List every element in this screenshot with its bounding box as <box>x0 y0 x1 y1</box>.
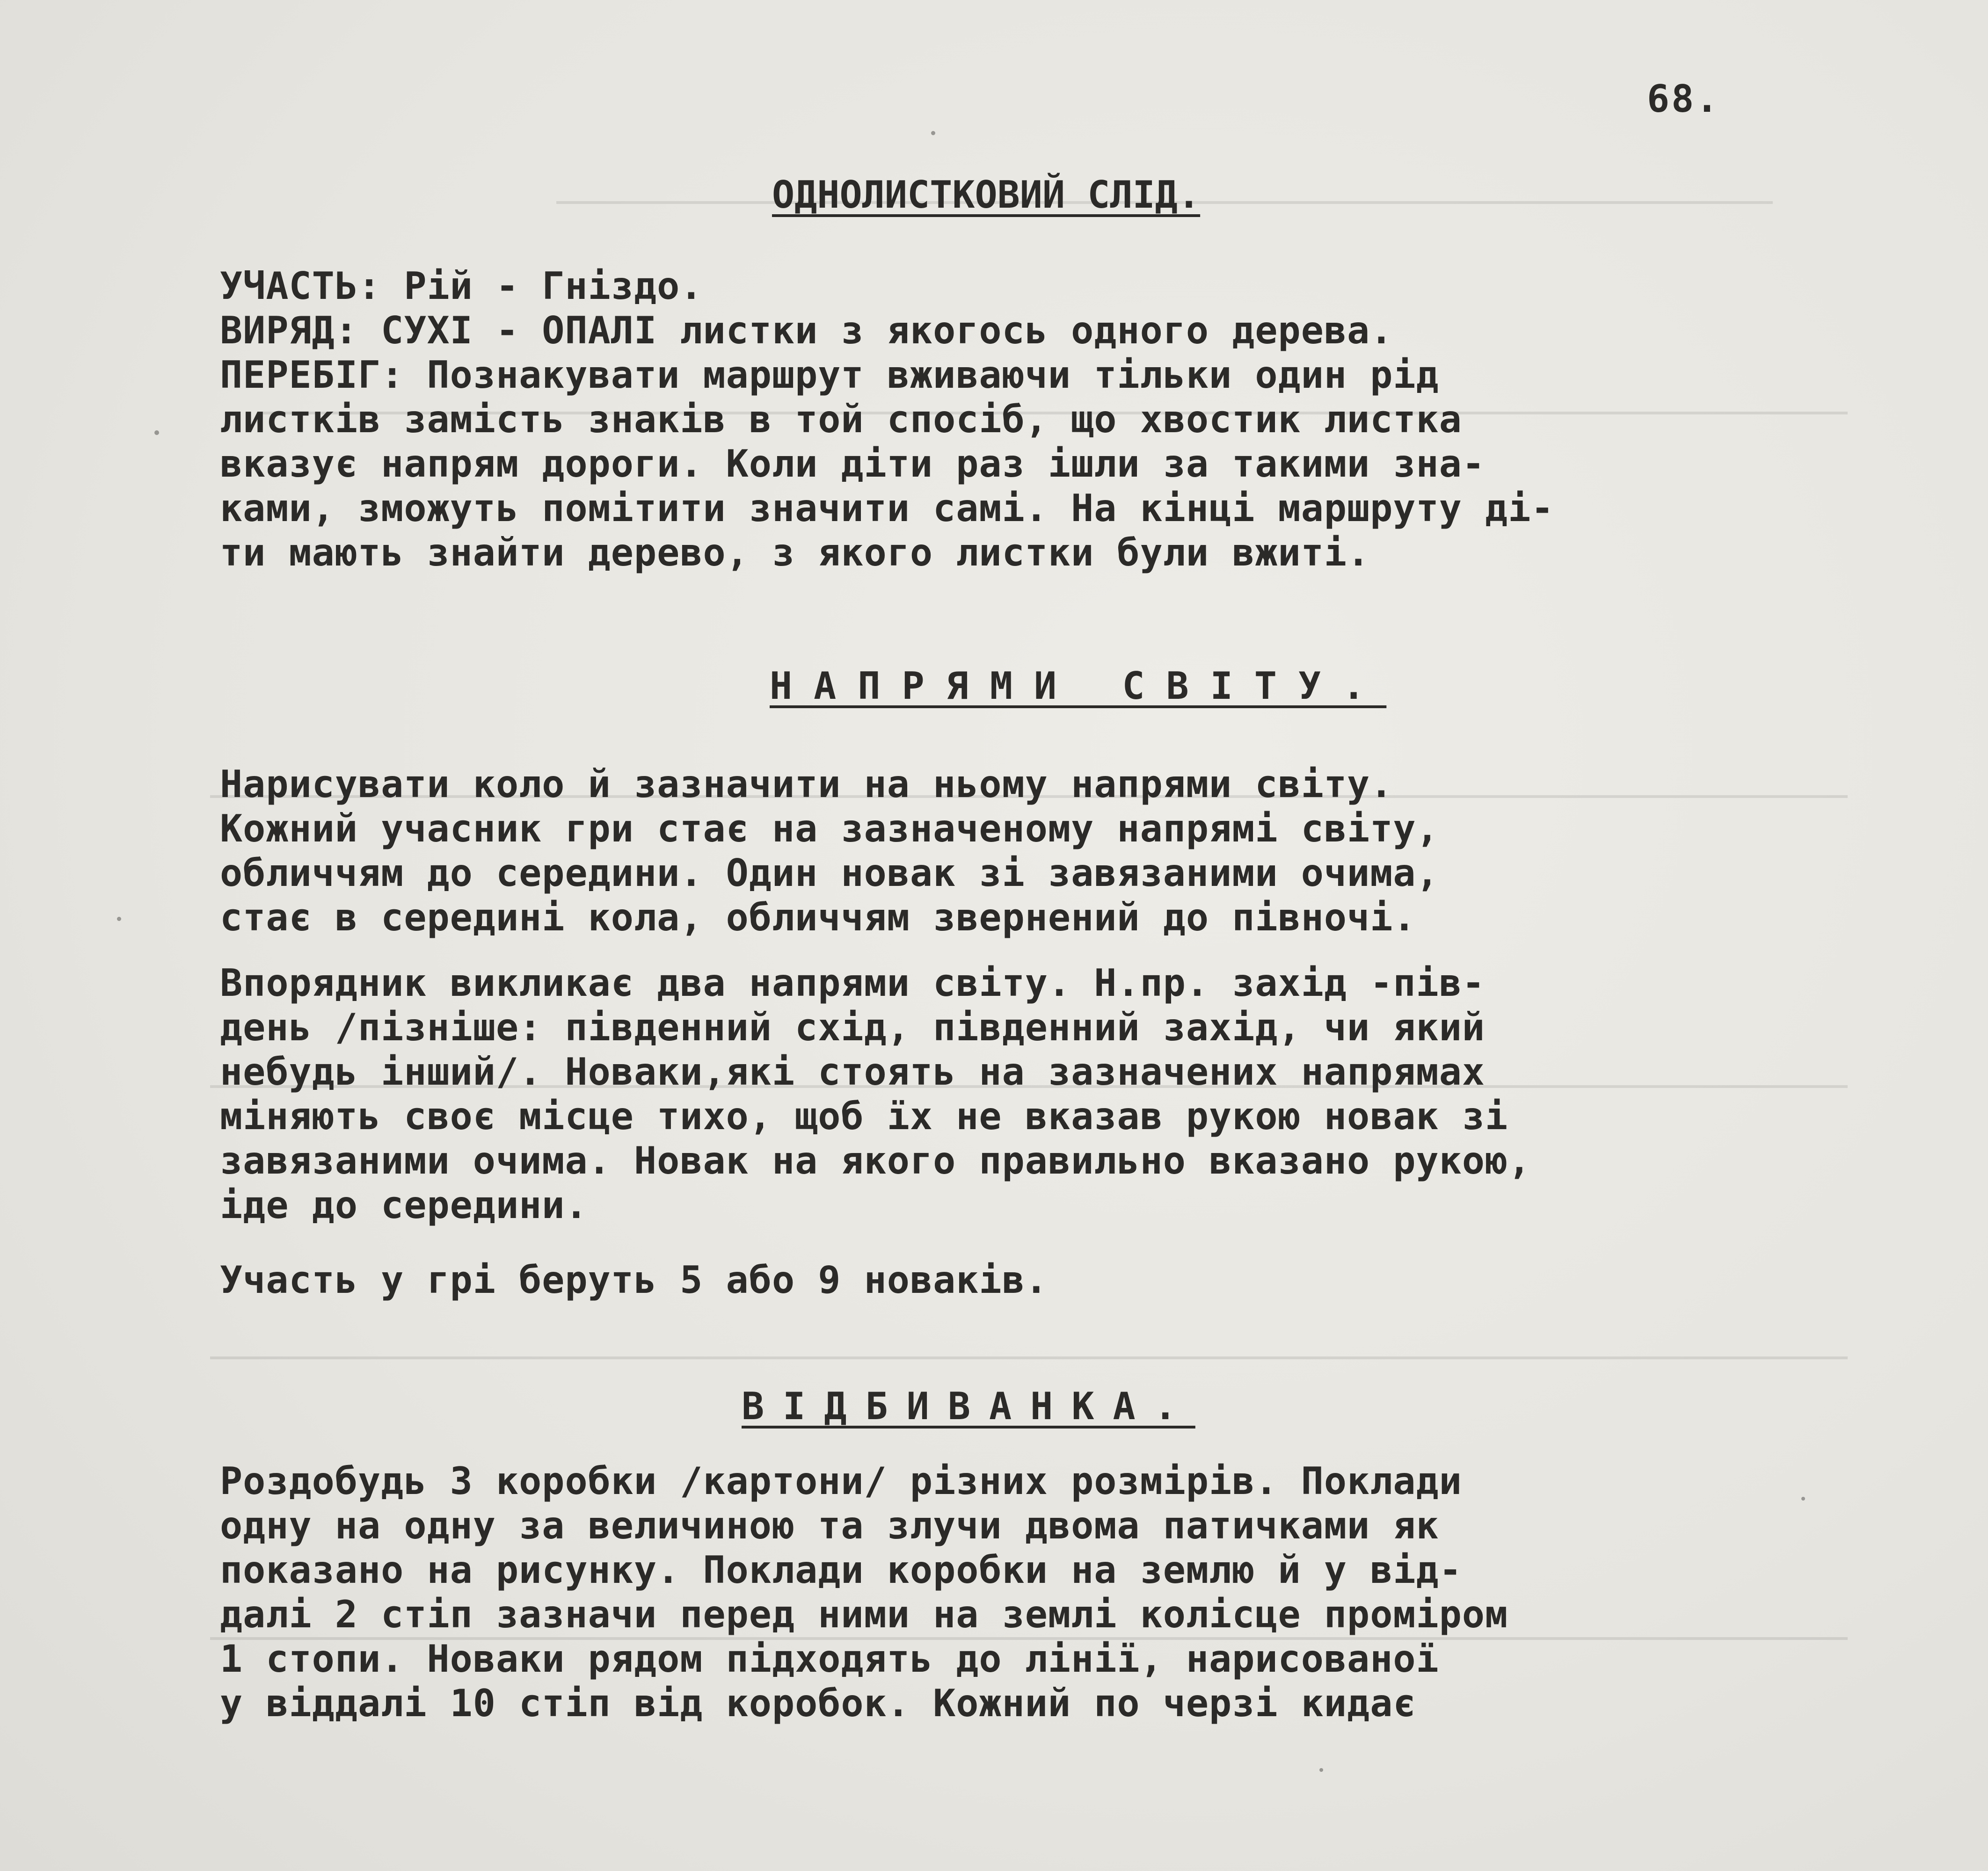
text-line: Кожний учасник гри стає на зазначеному напрямі світу, <box>220 807 1439 850</box>
scan-speck <box>117 917 121 921</box>
text-line: одну на одну за величиною та злучи двома патичками як <box>220 1504 1439 1547</box>
section-heading-cardinal-directions: НАПРЯМИ СВІТУ. <box>770 664 1387 708</box>
text-line: ВИРЯД: СУХІ - ОПАЛІ листки з якогось одного дерева. <box>220 309 1393 352</box>
text-line: ПЕРЕБІГ: Познакувати маршрут вживаючи тільки один рід <box>220 353 1439 397</box>
section-heading-knockdown: ВІДБИВАНКА. <box>742 1385 1195 1428</box>
page-number: 68. <box>1647 77 1720 121</box>
scan-speck <box>154 430 159 435</box>
text-line: УЧАСТЬ: Рій - Гніздо. <box>220 264 703 308</box>
text-line: завязаними очима. Новак на якого правильно вказано рукою, <box>220 1139 1531 1182</box>
text-line: 1 стопи. Новаки рядом підходять до лінії, нарисованої <box>220 1637 1439 1681</box>
text-line: далі 2 стіп зазначи перед ними на землі колісце проміром <box>220 1593 1508 1636</box>
text-line: небудь інший/. Новаки,які стоять на зазначених напрямах <box>220 1050 1486 1094</box>
text-line: обличчям до середини. Один новак зі завязаними очима, <box>220 851 1439 895</box>
scan-speck <box>931 131 935 135</box>
text-line: міняють своє місце тихо, щоб їх не вказав рукою новак зі <box>220 1095 1508 1138</box>
text-line: листків замість знаків в той спосіб, що хвостик листка <box>220 398 1462 441</box>
text-line: у віддалі 10 стіп від коробок. Кожний по черзі кидає <box>220 1682 1416 1725</box>
text-line: Участь у грі беруть 5 або 9 новаків. <box>220 1258 1048 1302</box>
scan-speck <box>1801 1497 1805 1501</box>
text-line: ти мають знайти дерево, з якого листки були вжиті. <box>220 531 1370 574</box>
text-line: день /пізніше: південний схід, південний захід, чи який <box>220 1006 1486 1049</box>
text-line: іде до середини. <box>220 1183 588 1227</box>
text-line: Нарисувати коло й зазначити на ньому напрями світу. <box>220 762 1393 806</box>
scan-speck <box>1319 1768 1323 1772</box>
text-line: Роздобудь 3 коробки /картони/ різних розмірів. Поклади <box>220 1459 1462 1503</box>
text-line: Впорядник викликає два напрями світу. Н.пр. захід -пів- <box>220 961 1486 1005</box>
text-line: показано на рисунку. Поклади коробки на землю й у від- <box>220 1548 1462 1592</box>
text-line: вказує напрям дороги. Коли діти раз ішли за такими зна- <box>220 442 1486 486</box>
section-heading-single-leaf-trail: ОДНОЛИСТКОВИЙ СЛІД. <box>772 173 1201 217</box>
text-line: ками, зможуть помітити значити самі. На кінці маршруту ді- <box>220 486 1554 530</box>
text-line: стає в середині кола, обличчям звернений до півночі. <box>220 896 1416 939</box>
